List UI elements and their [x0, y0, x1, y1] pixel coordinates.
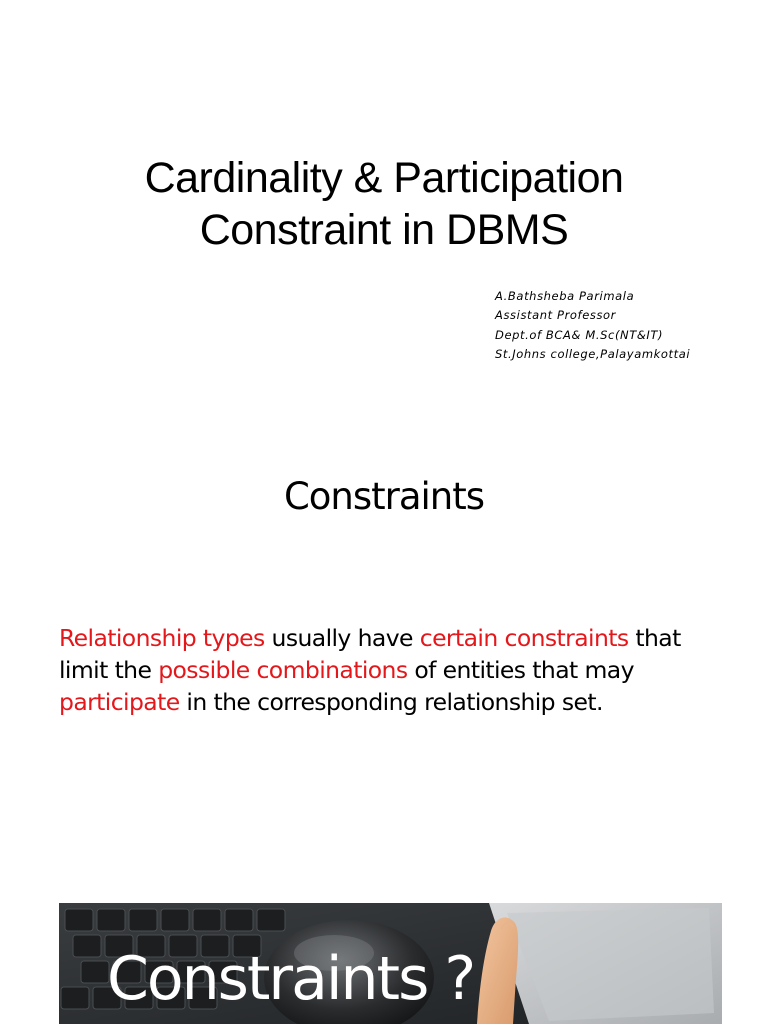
constraints-slide [0, 420, 768, 860]
highlight-possible-combinations: possible combinations [158, 656, 408, 684]
constraints-question-slide [59, 903, 722, 1024]
body-text: of entities that may [407, 656, 634, 684]
author-info [495, 287, 755, 364]
title-slide [0, 0, 768, 420]
body-line-1 [59, 622, 739, 654]
slide-title-line-2: Constraint in DBMS [199, 206, 569, 254]
author-college: St.Johns college,Palayamkottai [495, 346, 691, 361]
body-text: limit the [59, 656, 159, 684]
highlight-certain-constraints: certain constraints [419, 624, 629, 652]
highlight-relationship-types: Relationship types [59, 624, 265, 652]
author-name: A.Bathsheba Parimala [495, 289, 635, 303]
body-line-2 [59, 654, 739, 686]
body-line-3 [59, 686, 739, 718]
author-department: Dept.of BCA& M.Sc(NT&IT) [495, 327, 664, 342]
constraints-heading: Constraints [283, 475, 485, 518]
constraints-question-heading: Constraints ? [107, 944, 475, 1014]
highlight-participate: participate [59, 688, 180, 716]
author-position: Assistant Professor [495, 308, 617, 323]
body-text: in the corresponding relationship set. [179, 688, 603, 716]
body-text: that [628, 624, 681, 652]
constraints-body [59, 622, 739, 718]
body-text: usually have [264, 624, 420, 652]
slide-title-line-1: Cardinality & Participation [144, 154, 624, 202]
slide-title [0, 152, 768, 256]
